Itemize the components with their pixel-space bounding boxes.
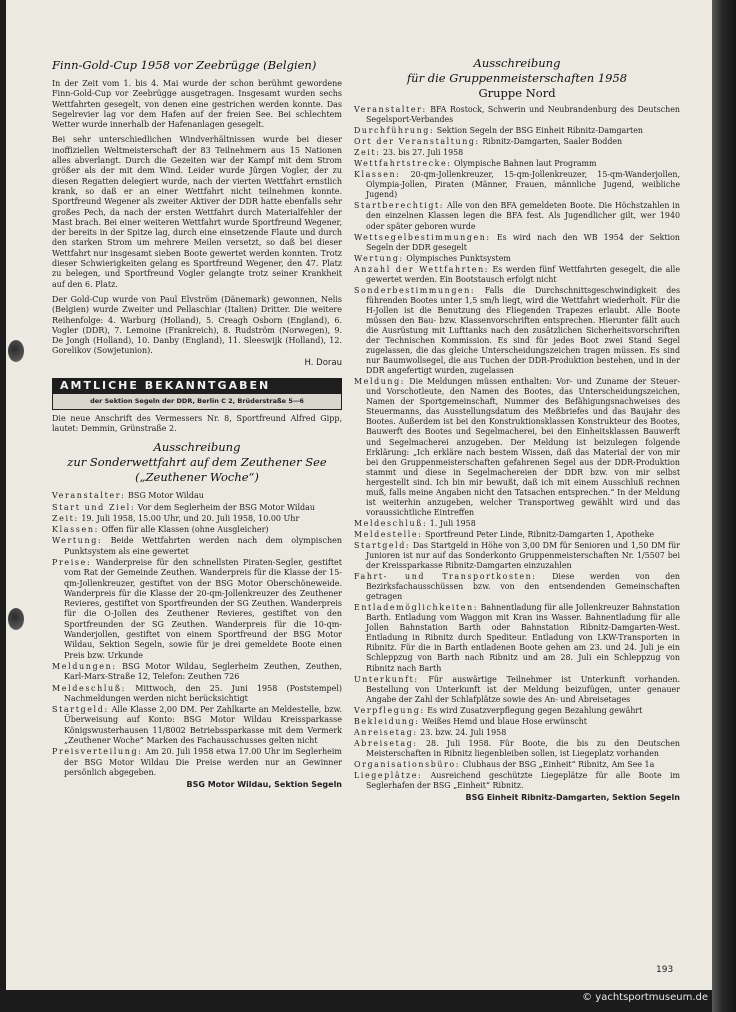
ausschreibung-title: Ausschreibung xyxy=(153,440,241,455)
watermark: © yachtsportmuseum.de xyxy=(582,992,708,1003)
ausschreibung-subtitle-2: („Zeuthener Woche“) xyxy=(135,470,259,485)
entry-text: 23. bis 27. Juli 1958 xyxy=(383,148,464,158)
entry xyxy=(52,525,342,535)
entry-key: Anreisetag: xyxy=(354,727,418,737)
entry-key: Veranstalter: xyxy=(52,491,126,501)
left-column xyxy=(52,50,342,791)
right-subtitle: für die Gruppenmeisterschaften 1958 xyxy=(406,71,628,85)
entry xyxy=(52,514,342,524)
entry xyxy=(354,771,680,791)
entry-key: Wettfahrtstrecke: xyxy=(354,159,452,169)
entry-text: BFA Rostock, Schwerin und Neubrandenburg des Deutschen Segelsport-Verbandes xyxy=(366,105,680,125)
entry-key: Durchführung: xyxy=(354,126,435,136)
notice-text: Die neue Anschrift des Vermessers Nr. 8, Sportfreund Alfred Gipp, lautet: Demmin, Grünstraße 2. xyxy=(52,413,342,433)
entry-key: Zeit: xyxy=(52,513,79,523)
entry-key: Sonderbestimmungen: xyxy=(354,285,476,295)
entry-text: 1. Juli 1958 xyxy=(429,518,476,528)
entry xyxy=(354,137,680,147)
entry xyxy=(354,717,680,727)
entry-key: Wertung: xyxy=(354,253,404,263)
entry-key: Bekleidung: xyxy=(354,716,420,726)
entry xyxy=(354,159,680,169)
binding-hole xyxy=(8,608,24,630)
entry-text: Ribnitz-Damgarten, Saaler Bodden xyxy=(482,137,623,147)
entry-key: Unterkunft: xyxy=(354,674,419,684)
entry xyxy=(354,519,680,529)
entry-key: Entlademöglichkeiten: xyxy=(354,603,478,613)
article-title: Finn-Gold-Cup 1958 vor Zeebrügge (Belgien) xyxy=(52,58,317,72)
entry-text: Mittwoch, den 25. Juni 1958 (Poststempel) Nachmeldungen werden nicht berücksichtigt xyxy=(64,683,342,703)
entry-text: BSG Motor Wildau xyxy=(128,491,204,501)
entry-text: Es werden fünf Wettfahrten gesegelt, die alle gewertet werden. Ein Bootstausch erfolgt nicht xyxy=(366,264,680,284)
entry xyxy=(52,503,342,513)
entry-text: Wanderpreise für den schnellsten Piraten-Segler, gestiftet vom Rat der Gemeinde Zeuthen. Wanderpreis für die Klasse der 15-qm-Jollenkreuzer, gestiftet von der BSG Motor Oberschöneweide. Wanderpreis für die Klasse der 20-qm-Jollenkreuzer des Zeuthener Revieres, gestiftet von Sportfreunden der SG Zeuthen. Wanderpreis für die O-Jollen des Zeuthener Revieres, gestiftet von den Sportfreunden der SG Zeuthen. Wanderpreis für die 10-qm-Wanderjollen, gestiftet von einem Sportfreund der BSG Motor Wildau, Sektion Segeln, sowie für je drei gemeldete Boote einen Preis bzw. Urkunde xyxy=(64,557,342,660)
entry xyxy=(354,728,680,738)
entry-key: Meldung: xyxy=(354,377,405,387)
entry-key: Preise: xyxy=(52,557,92,567)
right-title: Ausschreibung xyxy=(473,56,561,70)
banner-subtitle: der Sektion Segeln der DDR, Berlin C 2, Brüderstraße 5—6 xyxy=(52,394,342,409)
entry-text: Falls die Durchschnittsgeschwindigkeit des führenden Bootes unter 1,5 sm/h liegt, wird die Wettfahrt wiederholt. Für die H-Jollen ist die Benutzung des Fliegenden Trapezes erlaubt. Alle Boote müssen den Bau- bzw. Klassenvorschriften entsprechen. Hierunter fällt auch die Ausrüstung mit Lufttanks nach den zusätzlichen Sicherheitsvorschriften der Technischen Kommission. Es sind für jedes Boot zwei Stand Segel zugelassen, die das gleiche Unterscheidungszeichen tragen müssen. Es sind nur Baumwollsegel, die aus Tuchen der DDR-Produktion bestehen, und in der DDR angefertigt wurden, zugelassen xyxy=(366,285,680,376)
entry-key: Meldestelle: xyxy=(354,529,423,539)
entry-text: Die Meldungen müssen enthalten: Vor- und Zuname der Steuer- und Vorschotleute, den Namen des Bootes, das Unterscheidungszeichen, Namen der Sportgemeinschaft, Nummer des Befähigungsnachweises des Steuermanns, das Ausstellungsdatum des Meßbriefes und das Baujahr des Bootes. Außerdem ist bei den Konstruktionsklassen Konstrukteur des Bootes, Bauwerft des Bootes und Segelmacherei, bei den Einheitsklassen Bauwerft und Segelmacherei anzugeben. Der Meldung ist beizulegen folgende Erklärung: „Ich erkläre nach bestem Wissen, daß das Material der von mir bei den Gruppenmeisterschaften gefahrenen Segel aus der DDR-Produktion stammt und diese in Segelmachereien der DDR bzw. von mir selbst hergestellt sind. Ich bin mir bewußt, daß ich mit einem Ausschluß rechnen muß, falls meine Angaben nicht den Tatsachen entsprechen.“ In der Meldung ist weiterhin anzugeben, welcher Transportweg gewählt wird und das voraussichtliche Eintreffen xyxy=(366,377,680,517)
entry xyxy=(354,201,680,231)
entry-text: Bahnentladung für alle Jollenkreuzer Bahnstation Barth. Entladung vom Waggon mit Kran ins Wasser. Bahnentladung für alle Jollen Bahnstation Barth oder Bahnstation Ribnitz-Damgarten-West. Entladung in Ribnitz durch Spediteur. Entladung von LKW-Transporten in Ribnitz. Für die in Barth entladenen Boote gehen am 23. und 24. Juli je ein Schleppzug von Barth nach Ribnitz und am 28. Juli ein Schleppzug von Ribnitz nach Barth xyxy=(366,603,680,673)
entry xyxy=(354,377,680,518)
entry-text: Es wird Zusatzverpflegung gegen Bezahlung gewährt xyxy=(427,705,643,715)
entry-text: Diese werden von den Bezirksfachausschüssen bzw. von den entsendenden Gemeinschaften getragen xyxy=(366,572,681,602)
entry xyxy=(52,662,342,683)
entry-key: Startberechtigt: xyxy=(354,201,445,211)
entry xyxy=(354,233,680,253)
banner-title: AMTLICHE BEKANNTGABEN xyxy=(52,378,342,394)
entry-key: Meldeschluß: xyxy=(354,518,428,528)
entry xyxy=(52,536,342,557)
entry-key: Startgeld: xyxy=(52,705,109,715)
entry-text: Beide Wettfahrten werden nach dem olympischen Punktsystem als eine gewertet xyxy=(64,536,342,556)
entry-text: Offen für alle Klassen (ohne Ausgleicher) xyxy=(101,525,269,535)
entry-key: Klassen: xyxy=(52,525,99,535)
entry xyxy=(52,491,342,501)
entry-key: Veranstalter: xyxy=(354,105,427,114)
entry-text: 23. bzw. 24. Juli 1958 xyxy=(420,727,507,737)
entry-key: Wettsegelbestimmungen: xyxy=(354,232,491,242)
paragraph: Bei sehr unterschiedlichen Windverhältnissen wurde bei dieser inoffiziellen Weltmeisterschaft der 83 Teilnehmern aus 15 Nationen alles abverlangt. Durch die Gezeiten war der Kampf mit dem Strom größer als der mit dem Wind. Leider wurde Jürgen Vogler, der zu diesen Regatten delegiert wurde, nach der vierten Wettfahrt ernstlich krank, so daß er an einer Wettfahrt nicht teilnehmen konnte. Sportfreund Wegener als zweiter Aktiver der DDR hatte ebenfalls sehr großes Pech, da nach der ersten Wettfahrt durch Materialfehler der Mast brach. Bei einer weiteren Wettfahrt wurde Sportfreund Wegener, der bereits in der Spitze lag, durch eine einsetzende Flaute und durch den starken Strom um mehrere Meilen versetzt, so daß bei dieser Wettfahrt nur insgesamt sieben Boote gewertet werden konnten. Trotz dieser Schwierigkeiten gelang es Sportfreund Wegener, den 47. Platz zu belegen, und Sportfreund Vogler gelangte trotz seiner Krankheit auf den 6. Platz. xyxy=(52,135,342,289)
entry xyxy=(354,541,680,571)
entry xyxy=(52,684,342,705)
entry xyxy=(354,126,680,136)
entry-key: Klassen: xyxy=(354,170,401,180)
entry xyxy=(354,265,680,285)
entry-key: Zeit: xyxy=(354,148,381,158)
entry xyxy=(354,105,680,125)
binding-hole xyxy=(8,340,24,362)
entry-text: Es wird nach den WB 1954 der Sektion Segeln der DDR gesegelt xyxy=(366,232,680,252)
entry-text: BSG Motor Wildau, Seglerheim Zeuthen, Zeuthen, Karl-Marx-Straße 12, Telefon: Zeuthen 726 xyxy=(64,661,342,682)
entry-text: Am 20. Juli 1958 etwa 17.00 Uhr im Seglerheim der BSG Motor Wildau Die Preise werden nur an Gewinner persönlich abgegeben. xyxy=(64,747,342,777)
entry xyxy=(354,286,680,376)
entry-text: Vor dem Seglerheim der BSG Motor Wildau xyxy=(137,502,316,512)
entry-key: Preisverteilung: xyxy=(52,747,143,757)
entry-key: Fahrt- und Transportkosten: xyxy=(354,572,537,582)
entry-key: Organisationsbüro: xyxy=(354,759,461,769)
entry-key: Verpflegung: xyxy=(354,705,425,715)
entry-text: Olympische Bahnen laut Programm xyxy=(454,159,597,169)
entry-text: Für auswärtige Teilnehmer ist Unterkunft vorhanden. Bestellung von Unterkunft ist der Meldung beizufügen, unter genauer Angabe der Zahl der Schlafplätze sowie des An- und Abreisetages xyxy=(366,674,681,704)
entry-key: Meldungen: xyxy=(52,661,117,671)
author-signature: H. Dorau xyxy=(304,357,342,368)
right-column xyxy=(354,56,680,803)
entry-text: Olympisches Punktsystem xyxy=(406,253,511,263)
entry-text: Sportfreund Peter Linde, Ribnitz-Damgarten 1, Apotheke xyxy=(424,529,655,539)
entry xyxy=(354,706,680,716)
entry-text: 19. Juli 1958, 15.00 Uhr, und 20. Juli 1958, 10.00 Uhr xyxy=(81,513,300,523)
entry xyxy=(354,572,680,602)
entry-key: Liegeplätze: xyxy=(354,771,423,780)
book-spine xyxy=(712,0,736,1012)
page-number: 193 xyxy=(656,965,674,975)
entry-key: Abreisetag: xyxy=(354,738,418,748)
organizer-signature: BSG Einheit Ribnitz-Damgarten, Sektion Segeln xyxy=(465,793,680,803)
organizer-signature: BSG Motor Wildau, Sektion Segeln xyxy=(186,780,342,790)
entry xyxy=(354,675,680,705)
entry xyxy=(354,739,680,759)
entry xyxy=(354,530,680,540)
entry-key: Meldeschluß: xyxy=(52,683,127,693)
entry-text: Weißes Hemd und blaue Hose erwünscht xyxy=(422,716,587,726)
entry-key: Start und Ziel: xyxy=(52,502,136,512)
paragraph: In der Zeit vom 1. bis 4. Mai wurde der schon berühmt gewordene Finn-Gold-Cup vor Zeebrügge ausgetragen. Insgesamt wurden sechs Wettfahrten gesegelt, von denen eine gestrichen werden konnte. Das Segelrevier lag vor dem Hafen auf der freien See. Bei schlechtem Wetter wurde innerhalb der Hafenanlagen gesegelt. xyxy=(52,79,342,130)
entry xyxy=(354,760,680,770)
ausschreibung-subtitle: zur Sonderwettfahrt auf dem Zeuthener See xyxy=(67,455,327,470)
entry xyxy=(354,170,680,200)
entry xyxy=(52,558,342,661)
entry xyxy=(354,148,680,158)
entry-text: 20-qm-Jollenkreuzer, 15-qm-Jollenkreuzer, 15-qm-Wanderjollen, Olympia-Jollen, Piraten (Männer, Frauen, männliche Jugend, weibliche Jugend) xyxy=(366,170,680,200)
entry-text: Alle von den BFA gemeldeten Boote. Die Höchstzahlen in den einzelnen Klassen legen die BFA fest. Als Jugendlicher gilt, wer 1940 oder später geboren wurde xyxy=(366,201,680,231)
entry-key: Wertung: xyxy=(52,536,103,546)
entry xyxy=(354,603,680,673)
right-subtitle-2: Gruppe Nord xyxy=(478,86,556,100)
entry xyxy=(52,747,342,778)
entry-key: Anzahl der Wettfahrten: xyxy=(354,264,490,274)
entry-text: Sektion Segeln der BSG Einheit Ribnitz-Damgarten xyxy=(436,126,643,136)
magazine-page xyxy=(6,0,714,990)
paragraph: Der Gold-Cup wurde von Paul Elvström (Dänemark) gewonnen, Nelis (Belgien) wurde Zweiter und Pellaschiar (Italien) Dritter. Die weitere Reihenfolge: 4. Warburg (Holland), 5. Creagh Osborn (England), 6. Vogler (DDR), 7. Lemoine (Frankreich), 8. Rudström (Norwegen), 9. De Jongh (Holland), 10. Danby (England), 11. Sleeswijk (Holland), 12. Gorelikov (Sowjetunion). xyxy=(52,294,342,356)
entry xyxy=(354,254,680,264)
entry xyxy=(52,705,342,746)
entry-text: 28. Juli 1958. Für Boote, die bis zu den Deutschen Meisterschaften in Ribnitz liegenbleiben sollen, ist Liegeplatz vorhanden xyxy=(366,738,680,758)
entry-key: Startgeld: xyxy=(354,540,411,550)
entry-key: Ort der Veranstaltung: xyxy=(354,137,480,147)
official-announcements-banner xyxy=(52,378,342,410)
entry-text: Clubhaus der BSG „Einheit“ Ribnitz, Am See 1a xyxy=(462,759,655,769)
entry-text: Ausreichend geschützte Liegeplätze für alle Boote im Seglerhafen der BSG „Einheit“ Ribnitz. xyxy=(366,771,680,791)
entry-text: Alle Klasse 2,00 DM. Per Zahlkarte an Meldestelle, bzw. Überweisung auf Konto: BSG Motor Wildau Kreissparkasse Königswusterhausen 11/8002 Betriebssparkasse mit dem Vermerk „Zeuthener Woche“ Marken des Fachausschusses gelten nicht xyxy=(64,705,343,746)
entry-text: Das Startgeld in Höhe von 3,00 DM für Senioren und 1,50 DM für Junioren ist nur auf das Sonderkonto Gruppenmeisterschaften Nr. 1/5507 bei der Kreissparkasse Ribnitz-Damgarten einzuzahlen xyxy=(366,540,680,571)
